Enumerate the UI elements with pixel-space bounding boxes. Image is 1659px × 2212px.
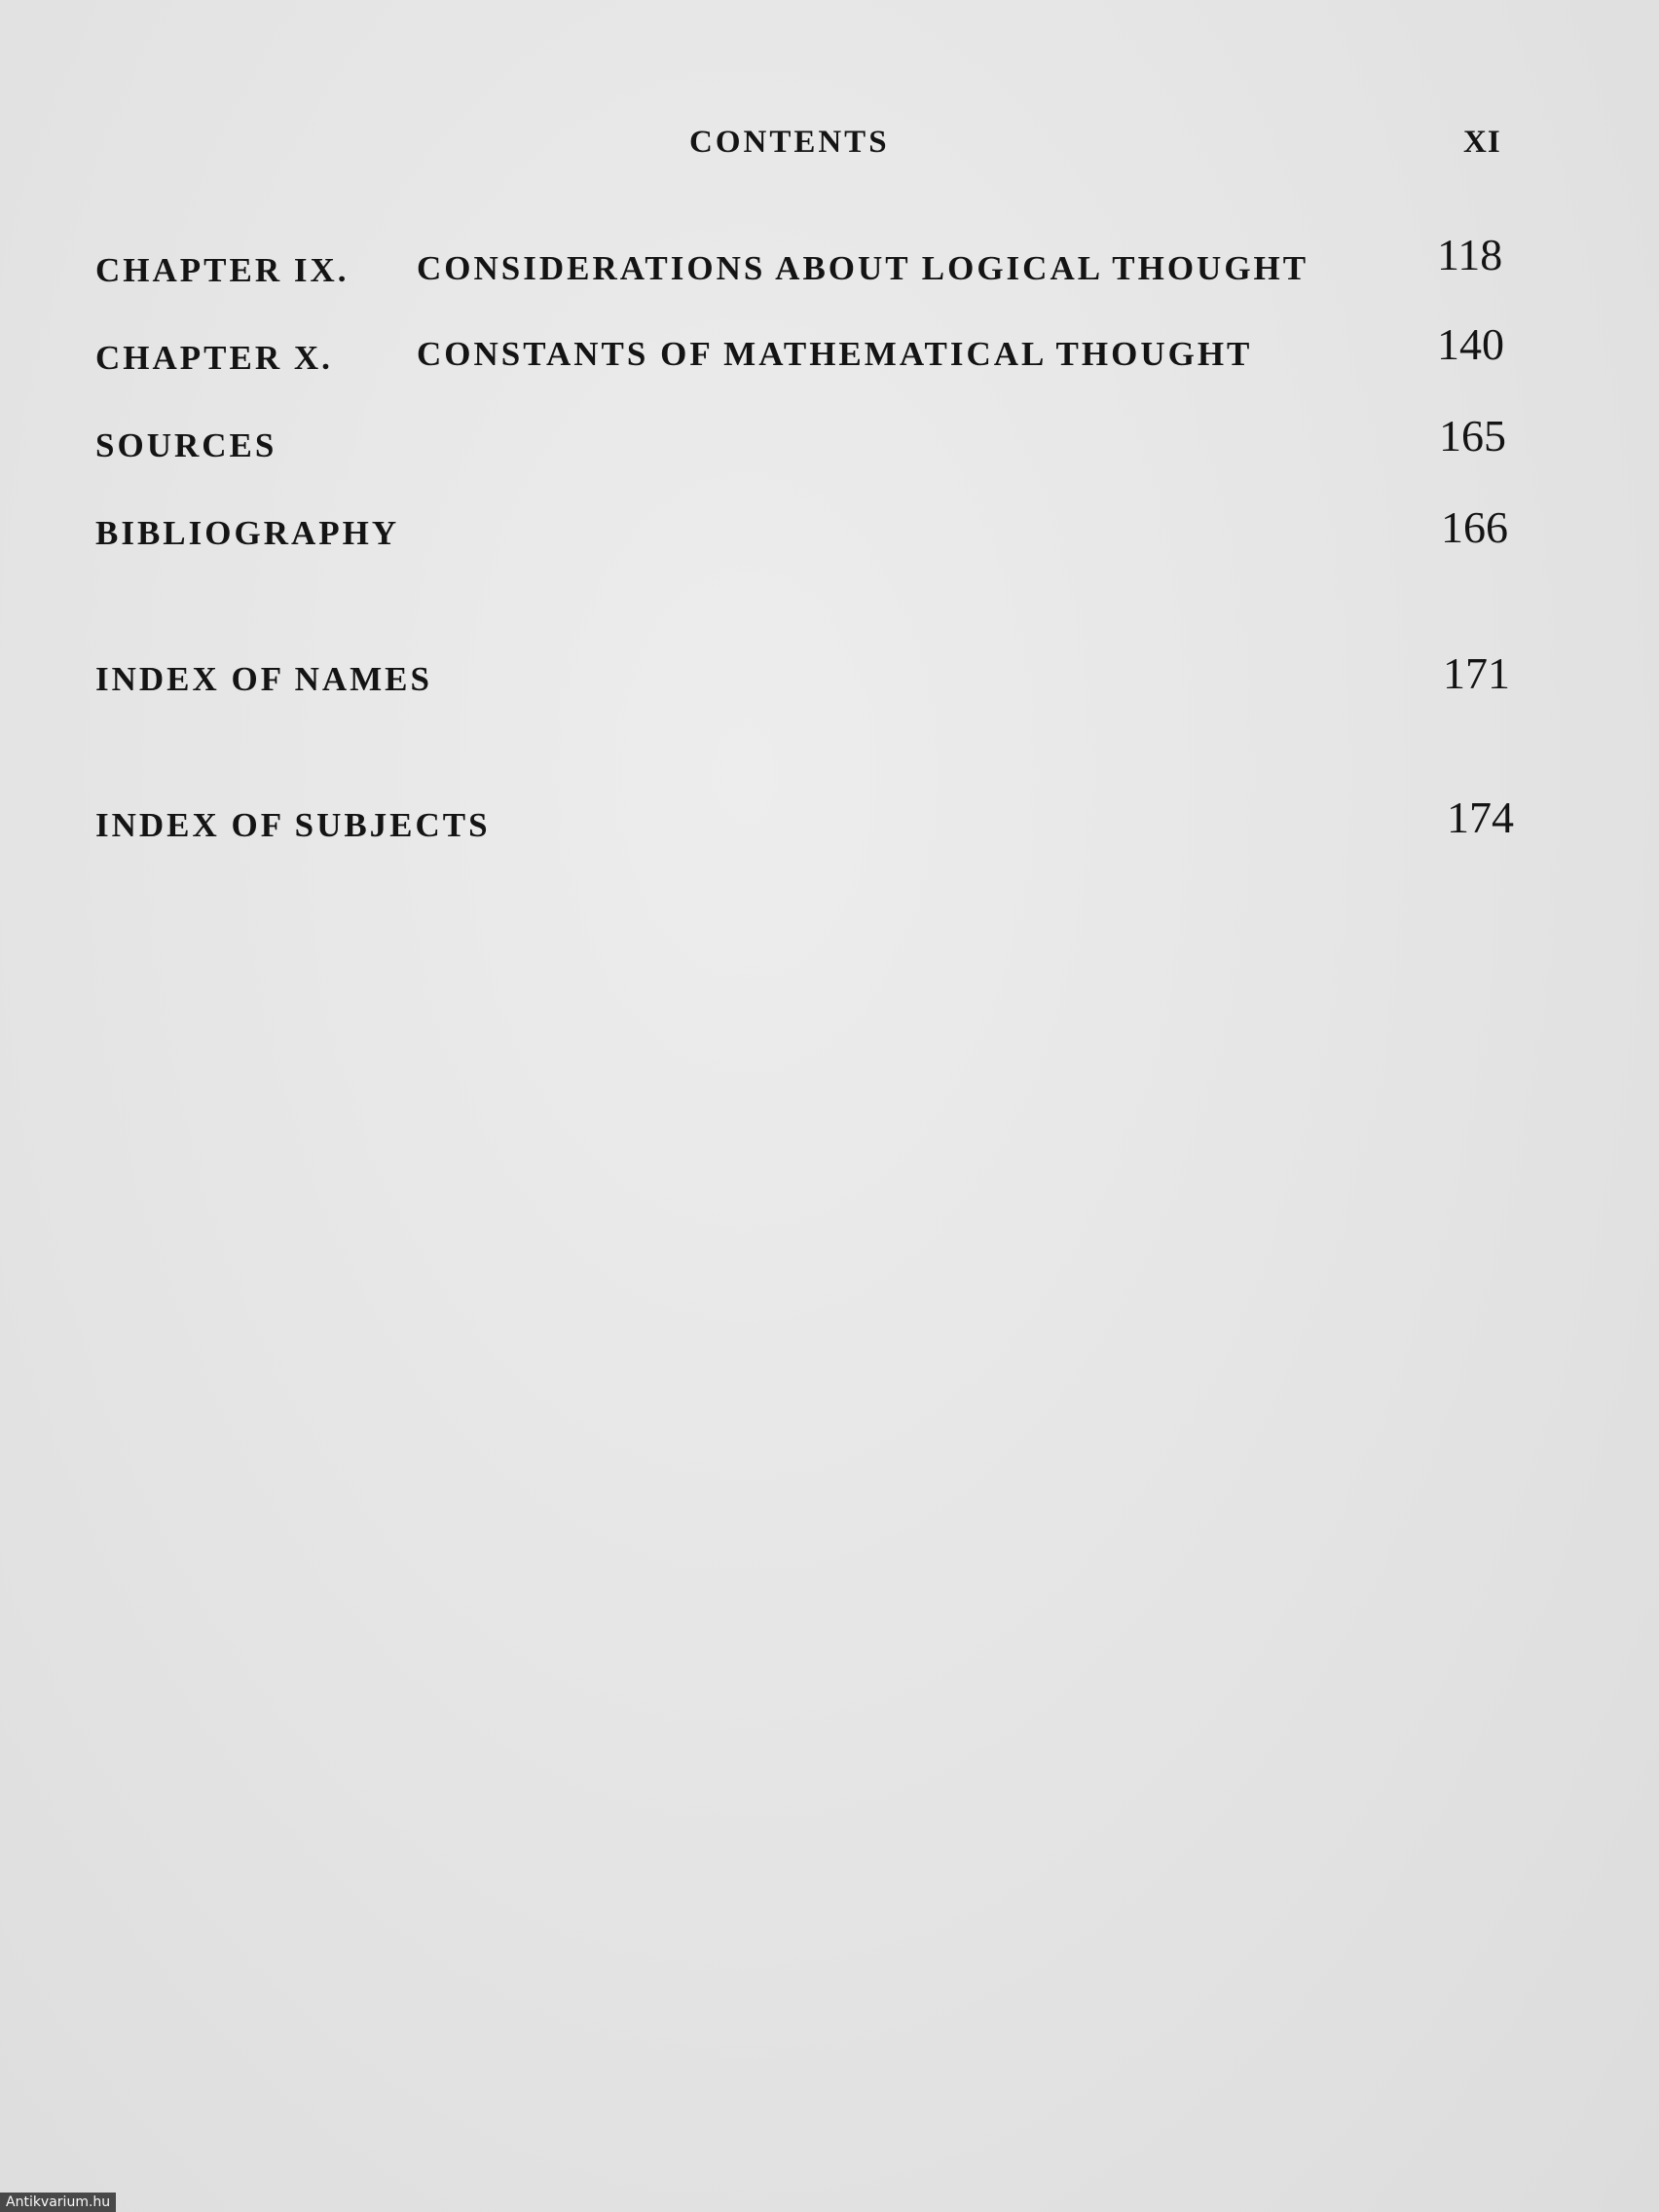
toc-entry-page: 171 — [1443, 648, 1510, 698]
toc-entry-chapter-9 — [95, 232, 1517, 290]
toc-entry-label: INDEX OF SUBJECTS — [95, 806, 491, 844]
toc-entry-label: SOURCES — [95, 426, 277, 464]
page-number: XI — [1463, 125, 1501, 160]
running-title: CONTENTS — [689, 125, 890, 160]
toc-entry-label: BIBLIOGRAPHY — [95, 514, 400, 552]
toc-entry-page: 174 — [1447, 793, 1514, 842]
toc-entry-page: 140 — [1437, 319, 1504, 369]
toc-entry-title: CONSIDERATIONS ABOUT LOGICAL THOUGHT — [417, 249, 1309, 287]
toc-entry-label: CHAPTER X. — [95, 339, 333, 377]
toc-entry-page: 165 — [1439, 411, 1506, 461]
toc-entry-label: CHAPTER IX. — [95, 251, 350, 289]
toc-entry-index-of-subjects — [95, 787, 1517, 845]
watermark: Antikvarium.hu — [0, 2193, 116, 2212]
toc-entry-label: INDEX OF NAMES — [95, 660, 432, 698]
toc-entry-title: CONSTANTS OF MATHEMATICAL THOUGHT — [417, 335, 1253, 373]
toc-entry-page: 118 — [1437, 230, 1503, 279]
toc-entry-sources — [95, 407, 1517, 465]
toc-entry-page: 166 — [1441, 502, 1508, 552]
toc-entry-chapter-10 — [95, 319, 1517, 378]
toc-entry-bibliography — [95, 495, 1517, 553]
toc-entry-index-of-names — [95, 641, 1517, 699]
